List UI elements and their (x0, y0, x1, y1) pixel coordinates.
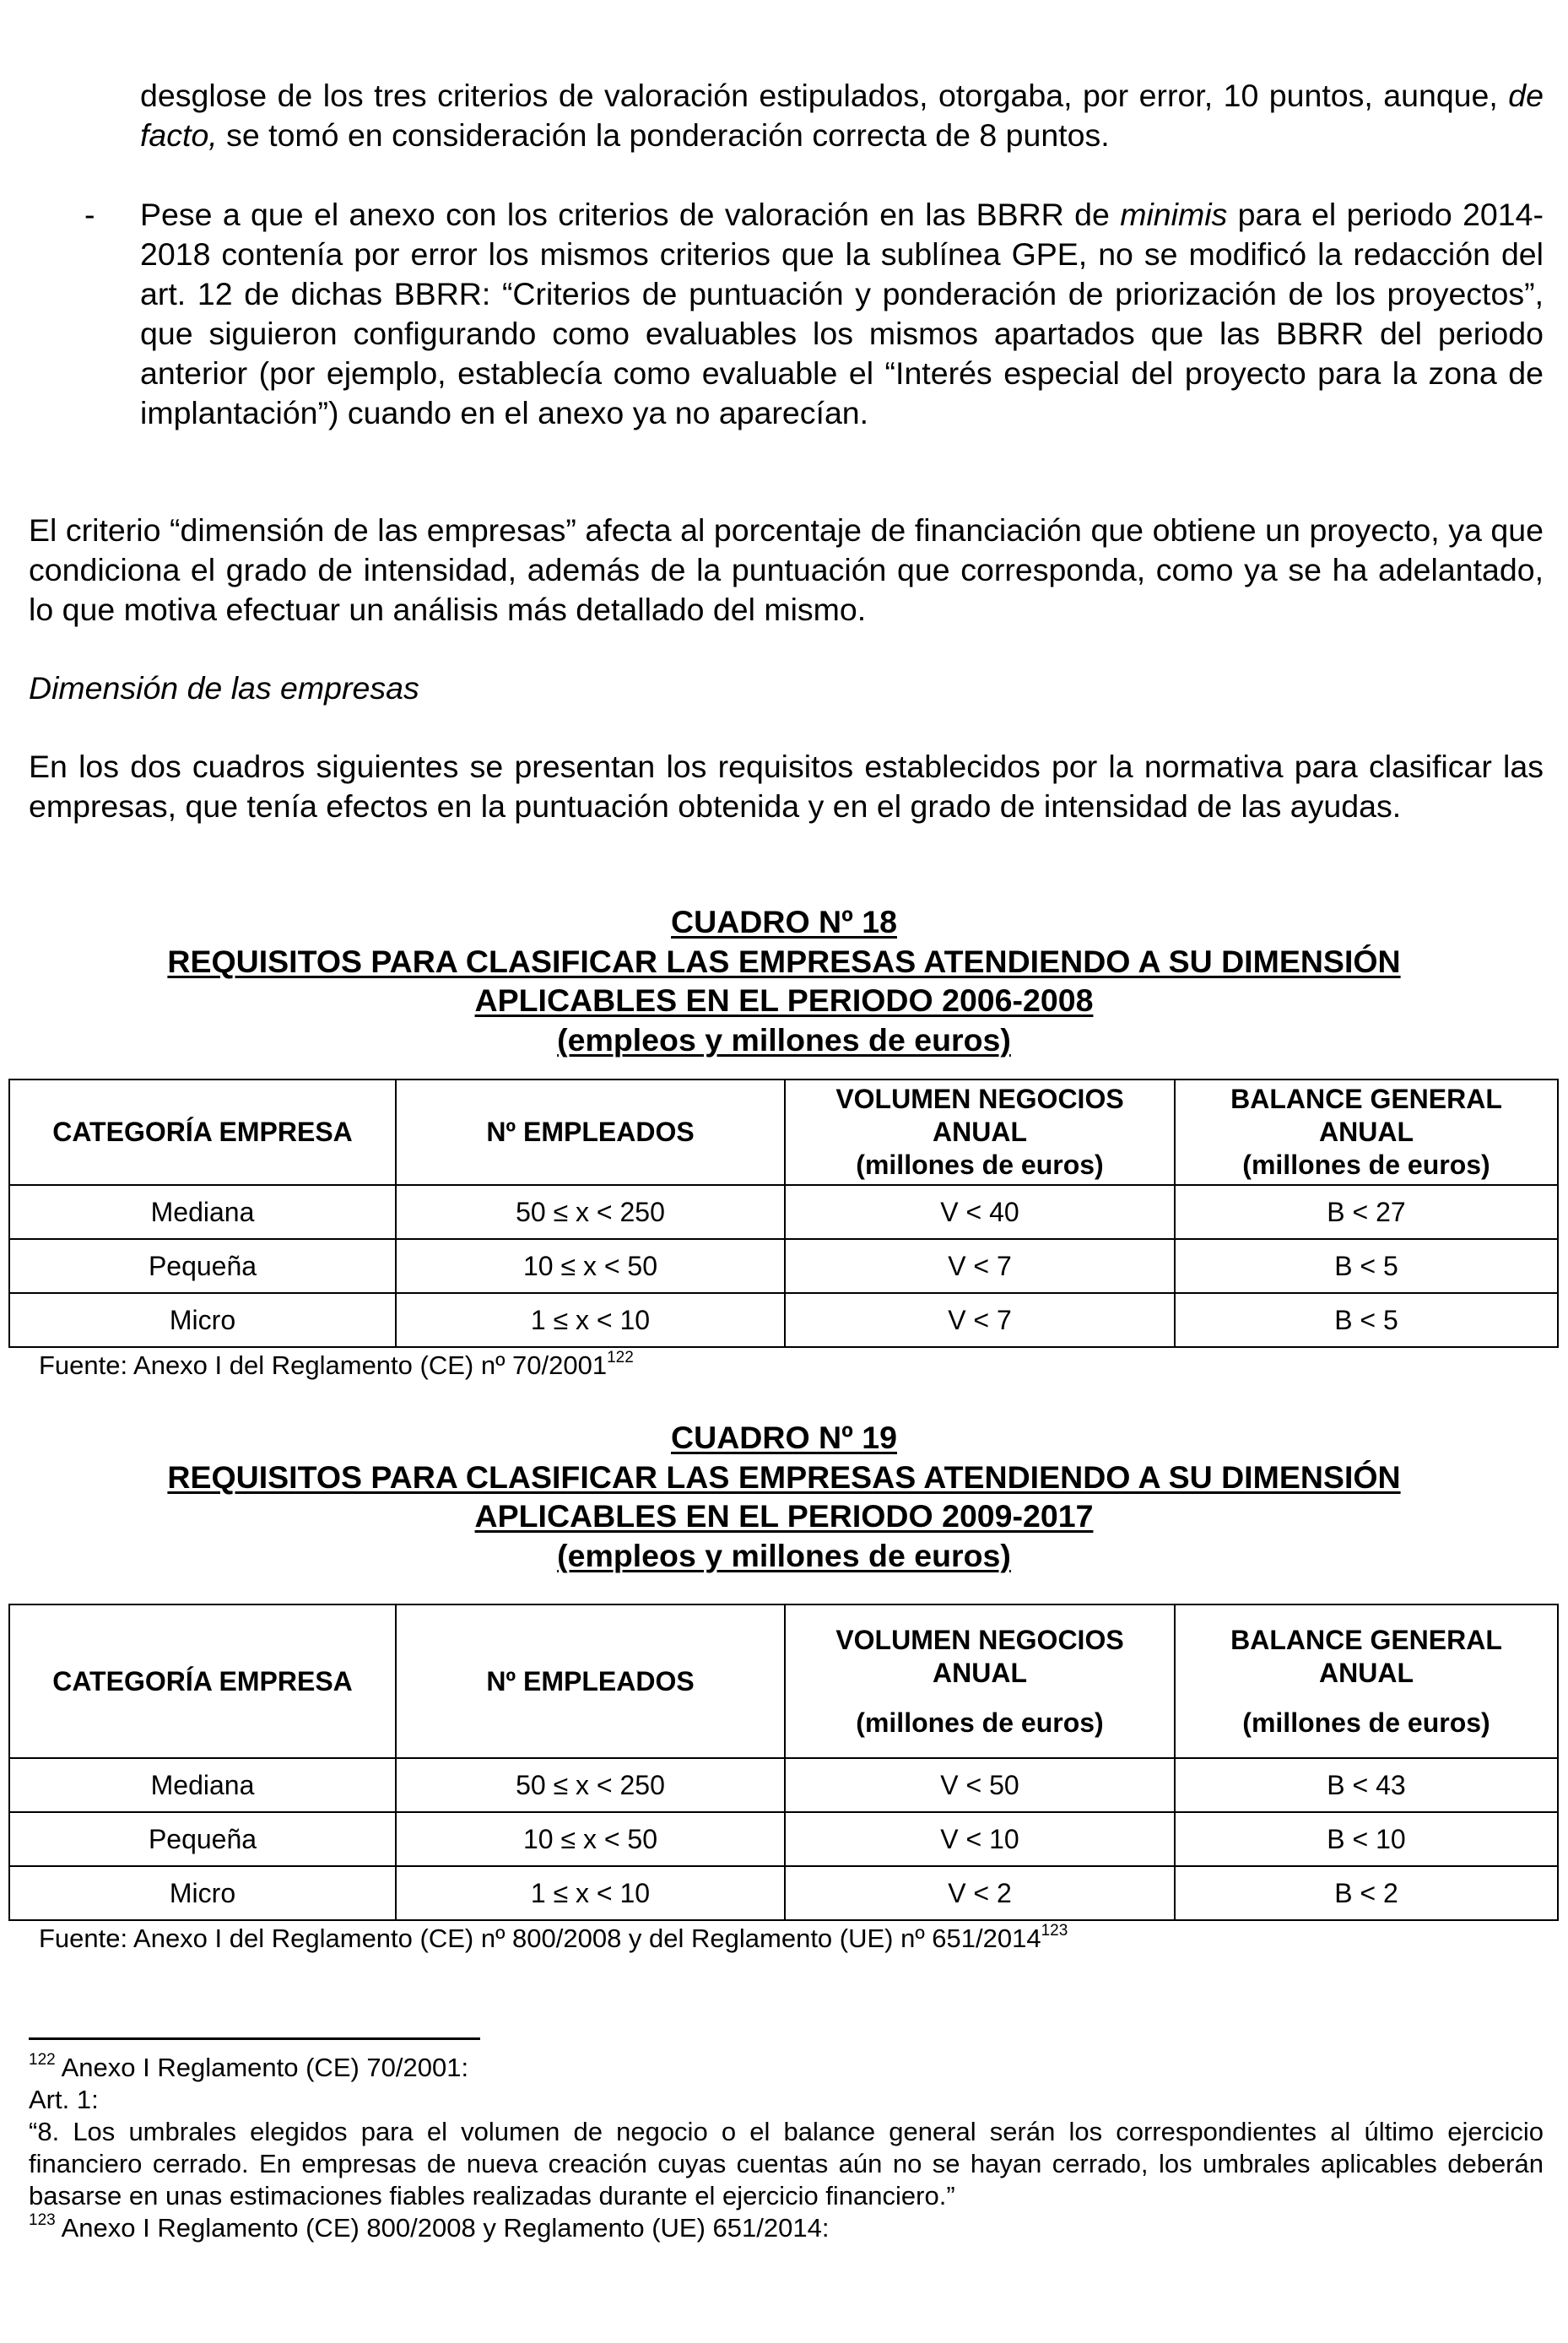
cuadro18-header-categoria: CATEGORÍA EMPRESA (9, 1080, 396, 1185)
bullet-text-end: para el periodo 2014-2018 contenía por error los mismos criterios que la sublínea GPE, no se modificó la redacción del art. 12 de dichas BBRR: “Criterios de puntuación y ponderación de priorización de los proyectos”, que siguieron configurando como evaluables los mismos apartados que las BBRR del periodo anterior (por ejemplo, establecía como evaluable el “Interés especial del proyecto para la zona de implantación”) cuando en el anexo ya no aparecían. (140, 197, 1544, 430)
table-cell: B < 10 (1175, 1812, 1558, 1866)
table-row (9, 1293, 1558, 1347)
table-cell: B < 27 (1175, 1185, 1558, 1239)
bullet-paragraph (140, 195, 1544, 433)
header-line: (millones de euros) (1242, 1150, 1490, 1180)
cuadro19-header-row (9, 1604, 1558, 1758)
cuadro19-header-categoria: CATEGORÍA EMPRESA (9, 1604, 396, 1758)
intro-continuation-text: desglose de los tres criterios de valoración estipulados, otorgaba, por error, 10 puntos, aunque, (140, 78, 1509, 113)
cuadro19-table (8, 1604, 1559, 1921)
bullet-italic: minimis (1120, 197, 1228, 232)
table-cell: V < 10 (785, 1812, 1175, 1866)
footnote-separator (29, 2037, 480, 2040)
table-cell: B < 2 (1175, 1866, 1558, 1920)
footnote-number: 122 (29, 2051, 56, 2069)
section-title: Dimensión de las empresas (29, 670, 419, 706)
table-row (9, 1185, 1558, 1239)
paragraph-cuadros: En los dos cuadros siguientes se presentan los requisitos establecidos por la normativa para clasificar las empresas, que tenía efectos en la puntuación obtenida y en el grado de intensidad de las ayudas. (29, 749, 1544, 824)
header-line: ANUAL (1319, 1117, 1414, 1147)
cuadro19-units: (empleos y millones de euros) (557, 1537, 1011, 1573)
table-cell: B < 5 (1175, 1293, 1558, 1347)
table-cell: V < 7 (785, 1239, 1175, 1293)
table-cell: Mediana (9, 1758, 396, 1812)
footnote-122-art: Art. 1: (29, 2085, 99, 2114)
cuadro18-period: APLICABLES EN EL PERIODO 2006-2008 (474, 982, 1094, 1018)
bullet-text-start: Pese a que el anexo con los criterios de valoración en las BBRR de (140, 197, 1121, 232)
footnote-ref-123: 123 (1041, 1922, 1068, 1940)
header-line: BALANCE GENERAL (1230, 1624, 1502, 1655)
header-line: ANUAL (933, 1117, 1027, 1147)
cuadro18-source (39, 1350, 634, 1381)
cuadro19-source (39, 1924, 1068, 1954)
table-cell: 50 ≤ x < 250 (396, 1758, 785, 1812)
footnote-122-title (29, 2052, 1544, 2084)
header-line: (millones de euros) (856, 1150, 1104, 1180)
table-cell: 1 ≤ x < 10 (396, 1866, 785, 1920)
footnote-text: Anexo I Reglamento (CE) 70/2001: (55, 2053, 469, 2082)
header-line: VOLUMEN NEGOCIOS (835, 1084, 1124, 1114)
cuadro19-period: APLICABLES EN EL PERIODO 2009-2017 (474, 1498, 1094, 1534)
header-line: ANUAL (1319, 1657, 1414, 1688)
table-row (9, 1866, 1558, 1920)
intro-continuation-text-end: se tomó en consideración la ponderación correcta de 8 puntos. (217, 117, 1110, 153)
table-cell: Pequeña (9, 1812, 396, 1866)
cuadro18-units: (empleos y millones de euros) (557, 1021, 1011, 1058)
intro-continuation (140, 76, 1544, 155)
cuadro18-header-row (9, 1080, 1558, 1185)
bullet-dash: - (84, 197, 95, 232)
table-row (9, 1812, 1558, 1866)
header-line: (millones de euros) (856, 1707, 1104, 1738)
cuadro18-table (8, 1079, 1559, 1348)
footnote-123-title (29, 2212, 1544, 2244)
paragraph-criterio: El criterio “dimensión de las empresas” afecta al porcentaje de financiación que obtiene un proyecto, ya que condiciona el grado de intensidad, además de la puntuación que corresponda, como ya se ha adelantado, lo que motiva efectuar un análisis más detallado del mismo. (29, 512, 1544, 627)
cuadro18-heading (0, 902, 1568, 1059)
footnote-text: Anexo I Reglamento (CE) 800/2008 y Reglamento (UE) 651/2014: (55, 2213, 830, 2243)
cuadro19-header-empleados: Nº EMPLEADOS (396, 1604, 785, 1758)
table-cell: 10 ≤ x < 50 (396, 1812, 785, 1866)
cuadro18-header-volumen (785, 1080, 1175, 1185)
table-row (9, 1239, 1558, 1293)
cuadro19-heading (0, 1418, 1568, 1575)
header-line: VOLUMEN NEGOCIOS (835, 1624, 1124, 1655)
table-cell: V < 50 (785, 1758, 1175, 1812)
cuadro19-source-text: Fuente: Anexo I del Reglamento (CE) nº 800/2008 y del Reglamento (UE) nº 651/2014 (39, 1924, 1041, 1953)
header-line: ANUAL (933, 1657, 1027, 1688)
footnote-number: 123 (29, 2211, 56, 2229)
table-cell: Micro (9, 1866, 396, 1920)
cuadro18-header-empleados: Nº EMPLEADOS (396, 1080, 785, 1185)
intro-continuation-italic: de facto, (140, 78, 1544, 153)
table-cell: 1 ≤ x < 10 (396, 1293, 785, 1347)
header-line: BALANCE GENERAL (1230, 1084, 1502, 1114)
table-cell: 10 ≤ x < 50 (396, 1239, 785, 1293)
table-cell: B < 5 (1175, 1239, 1558, 1293)
footnote-ref-122: 122 (607, 1349, 634, 1366)
table-cell: V < 40 (785, 1185, 1175, 1239)
cuadro19-title: REQUISITOS PARA CLASIFICAR LAS EMPRESAS ATENDIENDO A SU DIMENSIÓN (167, 1458, 1401, 1495)
table-cell: V < 2 (785, 1866, 1175, 1920)
cuadro19-number: CUADRO Nº 19 (671, 1420, 897, 1455)
table-cell: Pequeña (9, 1239, 396, 1293)
cuadro18-header-balance (1175, 1080, 1558, 1185)
table-row (9, 1758, 1558, 1812)
cuadro19-header-balance (1175, 1604, 1558, 1758)
table-cell: 50 ≤ x < 250 (396, 1185, 785, 1239)
cuadro18-source-text: Fuente: Anexo I del Reglamento (CE) nº 70/2001 (39, 1350, 608, 1380)
cuadro18-number: CUADRO Nº 18 (671, 904, 897, 939)
table-cell: V < 7 (785, 1293, 1175, 1347)
cuadro18-title: REQUISITOS PARA CLASIFICAR LAS EMPRESAS ATENDIENDO A SU DIMENSIÓN (167, 943, 1401, 979)
table-cell: Micro (9, 1293, 396, 1347)
cuadro19-header-volumen (785, 1604, 1175, 1758)
table-cell: Mediana (9, 1185, 396, 1239)
footnote-122-quote: “8. Los umbrales elegidos para el volumen de negocio o el balance general serán los correspondientes al último ejercicio financiero cerrado. En empresas de nueva creación cuyas cuentas aún no se hayan cerrado, los umbrales aplicables deberán basarse en unas estimaciones fiables realizadas durante el ejercicio financiero.” (29, 2117, 1544, 2210)
header-line: (millones de euros) (1242, 1707, 1490, 1738)
table-cell: B < 43 (1175, 1758, 1558, 1812)
